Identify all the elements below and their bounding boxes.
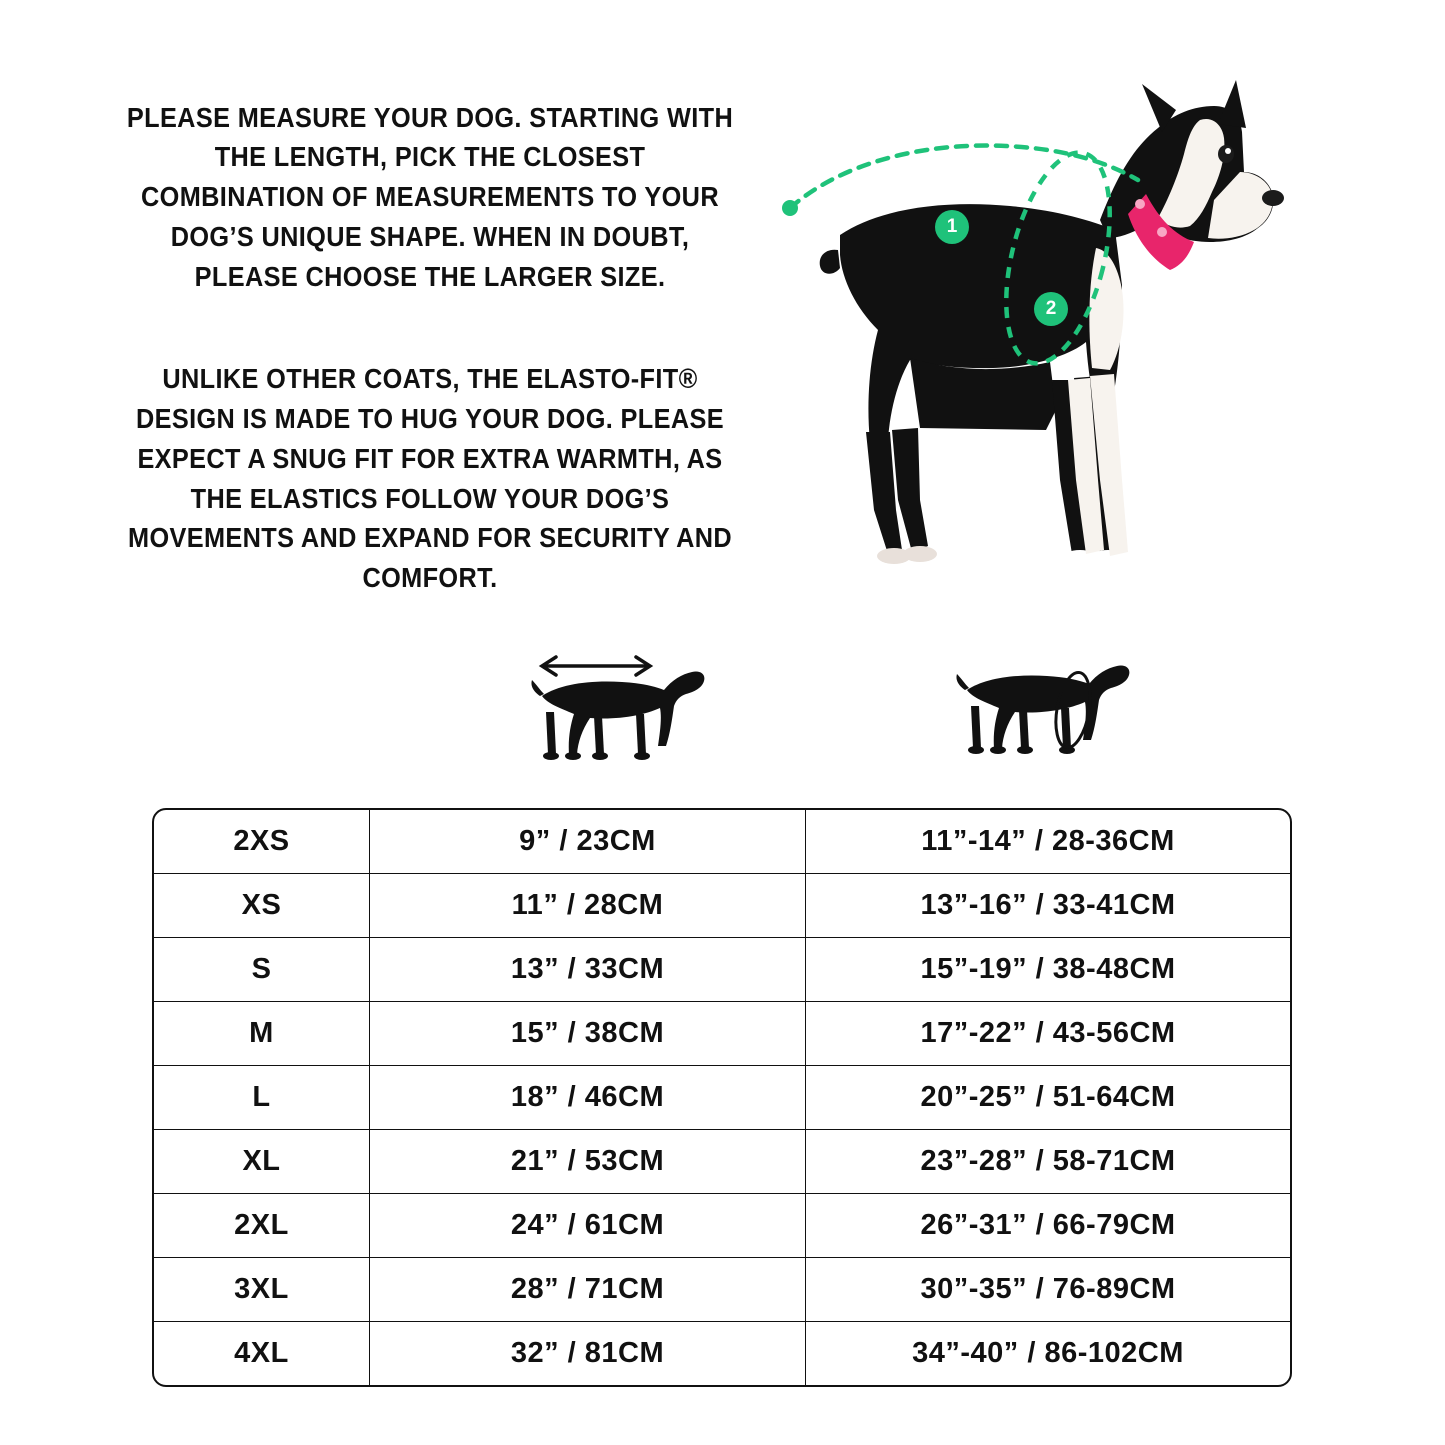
- intro-section: [0, 0, 1445, 640]
- table-row: [154, 1130, 1290, 1194]
- measure-badge-2: 2: [1034, 292, 1068, 326]
- dog-length-icon: [530, 650, 710, 785]
- column-icon-row: [0, 650, 1445, 800]
- cell-size: 2XL: [154, 1194, 370, 1258]
- cell-length: 32” / 81CM: [370, 1322, 806, 1386]
- table-row: [154, 1002, 1290, 1066]
- intro-paragraph-1: PLEASE MEASURE YOUR DOG. STARTING WITH THE LENGTH, PICK THE CLOSEST COMBINATION OF MEASUREMENTS TO YOUR DOG’S UNIQUE SHAPE. WHEN IN DOUBT, PLEASE CHOOSE THE LARGER SIZE.: [126, 101, 734, 292]
- size-chart-table: [152, 808, 1292, 1387]
- dog-illustration-svg: [770, 80, 1310, 620]
- table-row: [154, 874, 1290, 938]
- cell-length: 9” / 23CM: [370, 810, 806, 874]
- cell-girth: 15”-19” / 38-48CM: [806, 938, 1291, 1002]
- table-row: [154, 1258, 1290, 1322]
- measurement-diagram: [760, 70, 1385, 630]
- length-measure-line: [790, 146, 1138, 208]
- cell-size: 4XL: [154, 1322, 370, 1386]
- table-row: [154, 1194, 1290, 1258]
- intro-paragraph-2: UNLIKE OTHER COATS, THE ELASTO-FIT® DESIGN IS MADE TO HUG YOUR DOG. PLEASE EXPECT A SNUG FIT FOR EXTRA WARMTH, AS THE ELASTICS FOLLOW YOUR DOG’S MOVEMENTS AND EXPAND FOR SECURITY AND COMFORT.: [127, 362, 732, 594]
- cell-girth: 30”-35” / 76-89CM: [806, 1258, 1291, 1322]
- cell-size: XL: [154, 1130, 370, 1194]
- cell-size: 2XS: [154, 810, 370, 874]
- table-row: [154, 1322, 1290, 1386]
- table-row: [154, 1066, 1290, 1130]
- dog-photo: [770, 80, 1310, 620]
- cell-girth: 11”-14” / 28-36CM: [806, 810, 1291, 874]
- cell-length: 13” / 33CM: [370, 938, 806, 1002]
- cell-girth: 34”-40” / 86-102CM: [806, 1322, 1291, 1386]
- cell-girth: 23”-28” / 58-71CM: [806, 1130, 1291, 1194]
- measure-badge-1: 1: [935, 210, 969, 244]
- cell-length: 11” / 28CM: [370, 874, 806, 938]
- dog-girth-icon: [955, 650, 1135, 785]
- cell-girth: 26”-31” / 66-79CM: [806, 1194, 1291, 1258]
- cell-length: 21” / 53CM: [370, 1130, 806, 1194]
- cell-length: 15” / 38CM: [370, 1002, 806, 1066]
- intro-copy-column: [60, 70, 760, 626]
- cell-size: S: [154, 938, 370, 1002]
- cell-length: 28” / 71CM: [370, 1258, 806, 1322]
- cell-girth: 17”-22” / 43-56CM: [806, 1002, 1291, 1066]
- cell-size: XS: [154, 874, 370, 938]
- table-row: [154, 810, 1290, 874]
- cell-size: M: [154, 1002, 370, 1066]
- cell-size: L: [154, 1066, 370, 1130]
- table-row: [154, 938, 1290, 1002]
- cell-girth: 13”-16” / 33-41CM: [806, 874, 1291, 938]
- cell-girth: 20”-25” / 51-64CM: [806, 1066, 1291, 1130]
- cell-size: 3XL: [154, 1258, 370, 1322]
- cell-length: 24” / 61CM: [370, 1194, 806, 1258]
- cell-length: 18” / 46CM: [370, 1066, 806, 1130]
